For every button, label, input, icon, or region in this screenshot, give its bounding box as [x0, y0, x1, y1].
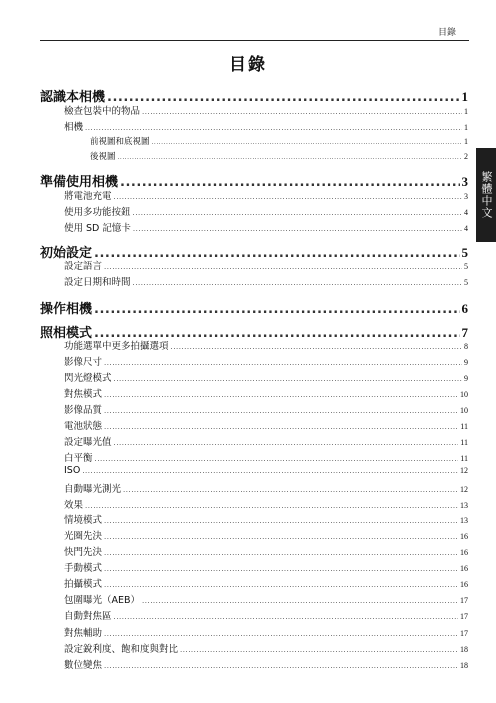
toc-dot-leader [152, 139, 462, 146]
toc-entry-title: 認識本相機 [40, 90, 106, 105]
toc-entry-title: 設定曝光值 [64, 437, 112, 448]
toc-entry-page: 5 [464, 278, 468, 287]
toc-entry-title: 使用多功能按鈕 [64, 207, 131, 218]
toc-entry-page: 4 [464, 224, 468, 233]
toc-entry-title: 檢查包裝中的物品 [64, 106, 141, 117]
toc-entry[interactable] [64, 592, 468, 606]
toc-entry-page: 13 [460, 516, 468, 525]
toc-dot-leader [85, 502, 458, 510]
toc-entry-page: 12 [460, 485, 468, 494]
toc-entry[interactable] [64, 434, 468, 448]
toc-entry-title: 手動模式 [64, 563, 103, 574]
toc-dot-leader [104, 662, 458, 670]
toc-entry-page: 8 [464, 342, 468, 351]
toc-entry-page: 11 [460, 454, 468, 463]
toc-dot-leader [104, 581, 458, 589]
toc-entry-page: 11 [460, 422, 468, 431]
toc-entry-title: 拍攝模式 [64, 579, 103, 590]
toc-dot-leader [142, 597, 458, 605]
toc-entry-title: 設定語言 [64, 261, 103, 272]
toc-entry-title: 設定銳利度、飽和度與對比 [64, 644, 179, 655]
toc-entry-page: 12 [460, 466, 468, 475]
toc-entry[interactable] [64, 625, 468, 639]
toc-dot-leader [104, 423, 458, 431]
toc-entry[interactable] [64, 657, 468, 671]
toc-dot-leader [133, 279, 462, 287]
toc-entry[interactable] [64, 220, 468, 234]
toc-entry-page: 9 [464, 374, 468, 383]
toc-entry[interactable] [64, 402, 468, 416]
toc-entry-title: 照相模式 [40, 326, 93, 341]
toc-dot-leader [95, 455, 459, 463]
toc-entry[interactable] [64, 512, 468, 526]
toc-entry-page: 9 [464, 358, 468, 367]
toc-dot-leader [104, 565, 458, 573]
toc-entry-page: 17 [460, 612, 468, 621]
toc-dot-leader [104, 407, 458, 415]
toc-entry[interactable] [64, 274, 468, 288]
toc-entry-page: 4 [464, 208, 468, 217]
toc-entry-page: 16 [460, 580, 468, 589]
toc-entry-title: 準備使用相機 [40, 175, 119, 190]
toc-dot-leader [142, 108, 462, 116]
toc-entry[interactable] [64, 497, 468, 511]
running-header: 目錄 [437, 28, 456, 38]
toc-entry-page: 5 [464, 262, 468, 271]
toc-entry-page: 10 [460, 406, 468, 415]
toc-dot-leader [114, 439, 459, 447]
toc-dot-leader [94, 302, 459, 317]
toc-entry-title: 自動對焦區 [64, 611, 112, 622]
toc-entry-title: 初始設定 [40, 246, 93, 261]
toc-entry-title: 自動曝光測光 [64, 484, 122, 495]
toc-entry-title: 快門先決 [64, 547, 103, 558]
toc-entry[interactable] [64, 418, 468, 432]
toc-entry[interactable] [64, 370, 468, 384]
toc-entry-title: 光圈先決 [64, 531, 103, 542]
toc-entry[interactable] [90, 150, 468, 162]
toc-entry[interactable] [64, 386, 468, 400]
language-side-tab: 繁體中文 [476, 148, 496, 242]
toc-dot-leader [171, 343, 462, 351]
toc-dot-leader [133, 225, 462, 233]
toc-entry[interactable] [64, 528, 468, 542]
toc-entry-title: 閃光燈模式 [64, 373, 112, 384]
toc-entry[interactable] [64, 576, 468, 590]
toc-entry-page: 1 [464, 107, 468, 116]
toc-entry-page: 7 [461, 325, 468, 340]
toc-entry-page: 16 [460, 564, 468, 573]
toc-entry-title: ISO [64, 465, 81, 476]
toc-entry[interactable] [40, 298, 468, 317]
toc-dot-leader [104, 263, 462, 271]
toc-entry-title: 將電池充電 [64, 191, 112, 202]
toc-dot-leader [104, 630, 458, 638]
toc-entry-page: 3 [464, 192, 468, 201]
toc-dot-leader [104, 533, 458, 541]
toc-entry-page: 16 [460, 548, 468, 557]
toc-dot-leader [104, 549, 458, 557]
toc-entry-title: 包圍曝光（AEB） [64, 595, 141, 606]
toc-entry[interactable] [64, 481, 468, 495]
toc-entry-page: 18 [460, 661, 468, 670]
toc-entry[interactable] [64, 103, 468, 117]
toc-entry-title: 操作相機 [40, 302, 93, 317]
toc-dot-leader [85, 124, 462, 132]
toc-dot-leader [82, 467, 458, 475]
toc-dot-leader [180, 646, 458, 654]
toc-entry-title: 對焦輔助 [64, 628, 103, 639]
toc-dot-leader [133, 209, 462, 217]
toc-entry-page: 11 [460, 438, 468, 447]
toc-entry-title: 使用 SD 記憶卡 [64, 223, 131, 234]
toc-entry[interactable] [64, 608, 468, 622]
toc-dot-leader [118, 154, 462, 161]
toc-entry-title: 相機 [64, 122, 84, 133]
toc-entry-page: 3 [461, 174, 468, 189]
toc-entry[interactable] [64, 119, 468, 133]
toc-entry[interactable] [64, 560, 468, 574]
toc-dot-leader [123, 486, 458, 494]
toc-entry[interactable] [64, 465, 468, 476]
toc-entry-title: 電池狀態 [64, 421, 103, 432]
toc-entry-title: 影像尺寸 [64, 357, 103, 368]
toc-entry[interactable] [64, 258, 468, 272]
toc-dot-leader [104, 391, 458, 399]
toc-entry[interactable] [64, 354, 468, 368]
toc-dot-leader [114, 613, 458, 621]
toc-entry[interactable] [64, 204, 468, 218]
toc-entry-title: 效果 [64, 500, 84, 511]
toc-entry-page: 2 [464, 152, 468, 161]
page-title: 目錄 [229, 55, 267, 75]
toc-entry-page: 1 [461, 89, 468, 104]
toc-entry-page: 1 [464, 123, 468, 132]
toc-entry-title: 對焦模式 [64, 389, 103, 400]
toc-entry-title: 情境模式 [64, 515, 103, 526]
toc-entry-page: 1 [464, 137, 468, 146]
toc-dot-leader [104, 517, 458, 525]
toc-entry-page: 5 [461, 245, 468, 260]
toc-entry-page: 6 [461, 301, 468, 316]
toc-entry-title: 影像品質 [64, 405, 103, 416]
header-rule [40, 40, 469, 41]
toc-dot-leader [114, 375, 462, 383]
toc-entry[interactable] [64, 338, 468, 352]
toc-entry-page: 13 [460, 501, 468, 510]
toc-entry[interactable] [90, 135, 468, 147]
toc-entry-title: 後視圖 [90, 152, 116, 162]
toc-dot-leader [114, 193, 462, 201]
toc-entry[interactable] [64, 544, 468, 558]
toc-entry-title: 前視圖和底視圖 [90, 137, 150, 147]
toc-dot-leader [104, 359, 462, 367]
toc-entry-title: 設定日期和時間 [64, 277, 131, 288]
toc-entry-title: 數位變焦 [64, 660, 103, 671]
toc-entry-page: 16 [460, 532, 468, 541]
toc-entry-page: 17 [460, 629, 468, 638]
toc-entry-page: 10 [460, 390, 468, 399]
toc-entry[interactable] [64, 641, 468, 655]
toc-entry-page: 17 [460, 596, 468, 605]
toc-entry-title: 白平衡 [64, 453, 93, 464]
toc-entry-page: 18 [460, 645, 468, 654]
toc-entry[interactable] [64, 188, 468, 202]
toc-entry[interactable] [64, 450, 468, 464]
toc-entry-title: 功能選單中更多拍攝選項 [64, 341, 169, 352]
